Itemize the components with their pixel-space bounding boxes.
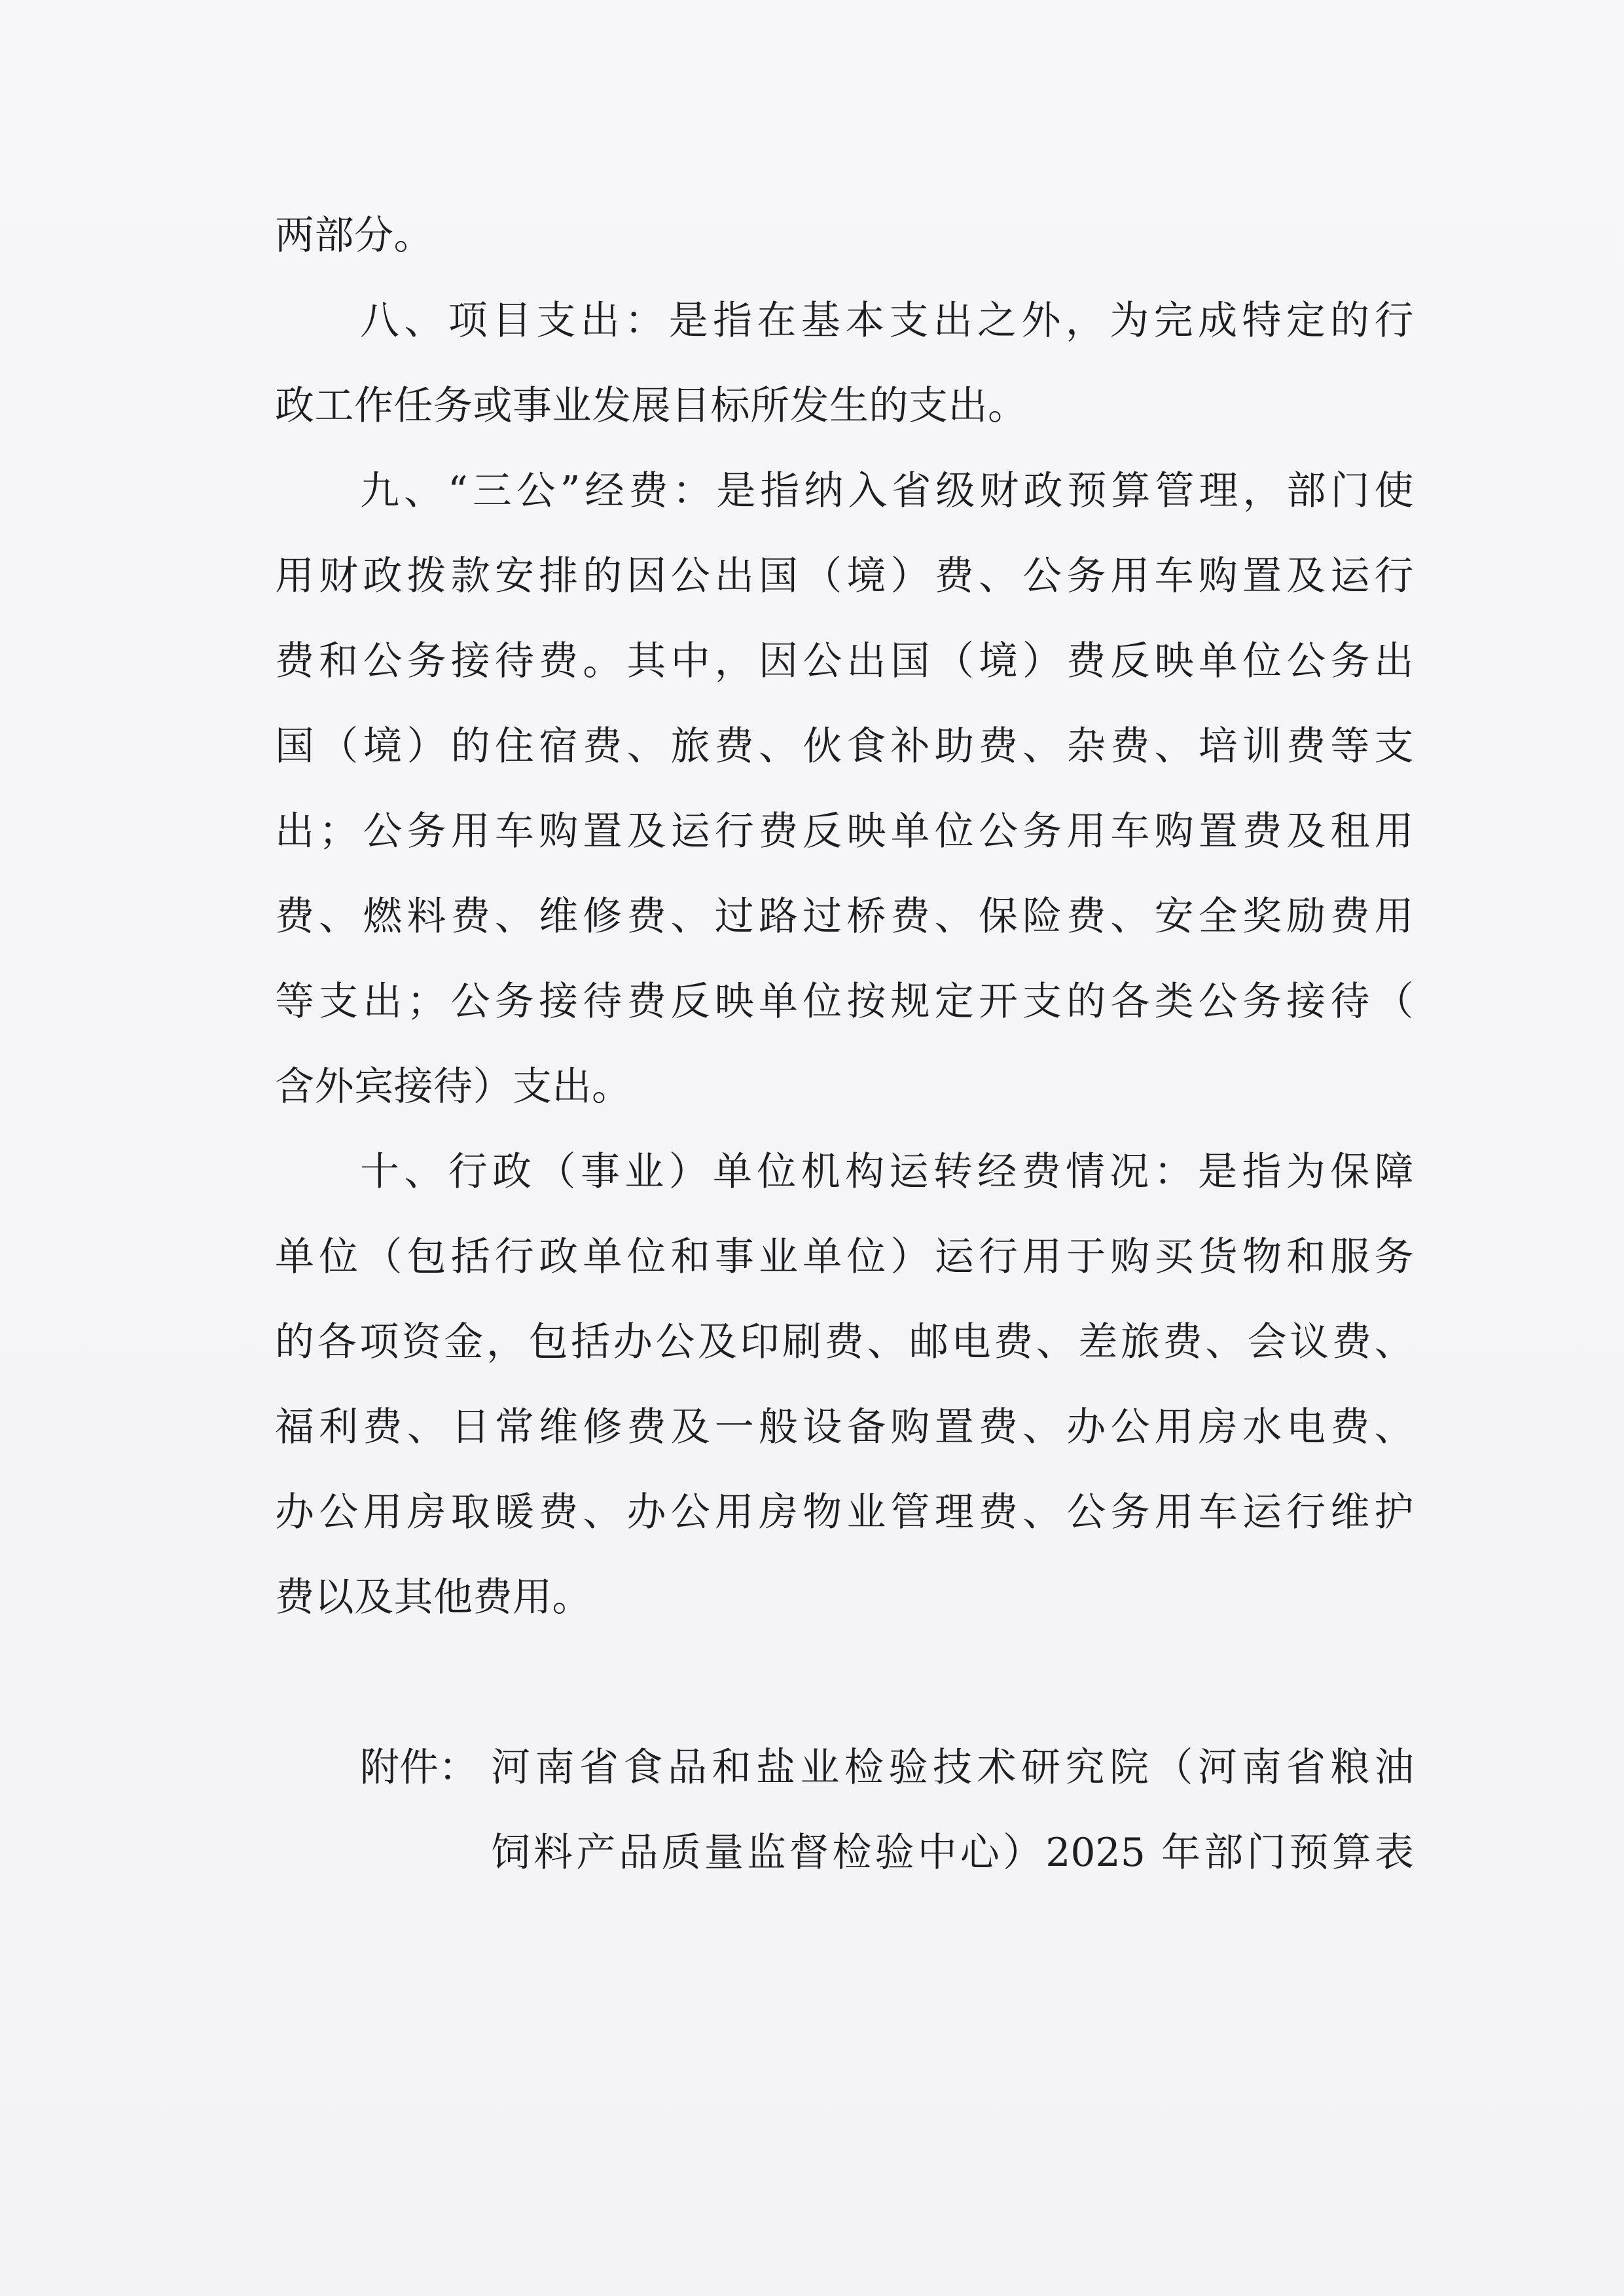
text-line: 含外宾接待）支出。 (275, 1064, 632, 1110)
text-line: 出；公务用车购置及运行费反映单位公务用车购置费及租用 (275, 809, 1414, 854)
text-line: 费、燃料费、维修费、过路过桥费、保险费、安全奖励费用 (275, 894, 1414, 939)
attachment-block (275, 1741, 1414, 1912)
attachment (275, 1741, 1414, 1899)
text-line: 等支出；公务接待费反映单位按规定开支的各类公务接待（ (275, 979, 1414, 1025)
text-line: 政工作任务或事业发展目标所发生的支出。 (275, 383, 1028, 429)
text-line: 用财政拨款安排的因公出国（境）费、公务用车购置及运行 (275, 553, 1414, 599)
text-line: 福利费、日常维修费及一般设备购置费、办公用房水电费、 (275, 1404, 1414, 1450)
section-heading-9: 九、“三公”经费：是指纳入省级财政预算管理，部门使 (360, 468, 1414, 514)
text-line: 两部分。 (275, 213, 433, 259)
text-line: 单位（包括行政单位和事业单位）运行用于购买货物和服务 (275, 1234, 1414, 1280)
text-line: 的各项资金，包括办公及印刷费、邮电费、差旅费、会议费、 (275, 1319, 1414, 1365)
section-heading-8: 八、项目支出：是指在基本支出之外，为完成特定的行 (360, 298, 1414, 344)
body-text (275, 210, 1414, 1977)
attachment-title-line-2: 饲料产品质量监督检验中心）2025 年部门预算表 (491, 1830, 1414, 1876)
text-line: 办公用房取暖费、办公用房物业管理费、公务用车运行维护 (275, 1489, 1414, 1535)
text-line: 费以及其他费用。 (275, 1575, 592, 1620)
text-line: 国（境）的住宿费、旅费、伙食补助费、杂费、培训费等支 (275, 723, 1414, 769)
section-heading-10: 十、行政（事业）单位机构运转经费情况：是指为保障 (360, 1149, 1414, 1195)
attachment-label: 附件： (360, 1745, 478, 1791)
attachment-title-line-1: 河南省食品和盐业检验技术研究院（河南省粮油 (491, 1745, 1414, 1791)
text-line: 费和公务接待费。其中，因公出国（境）费反映单位公务出 (275, 638, 1414, 684)
